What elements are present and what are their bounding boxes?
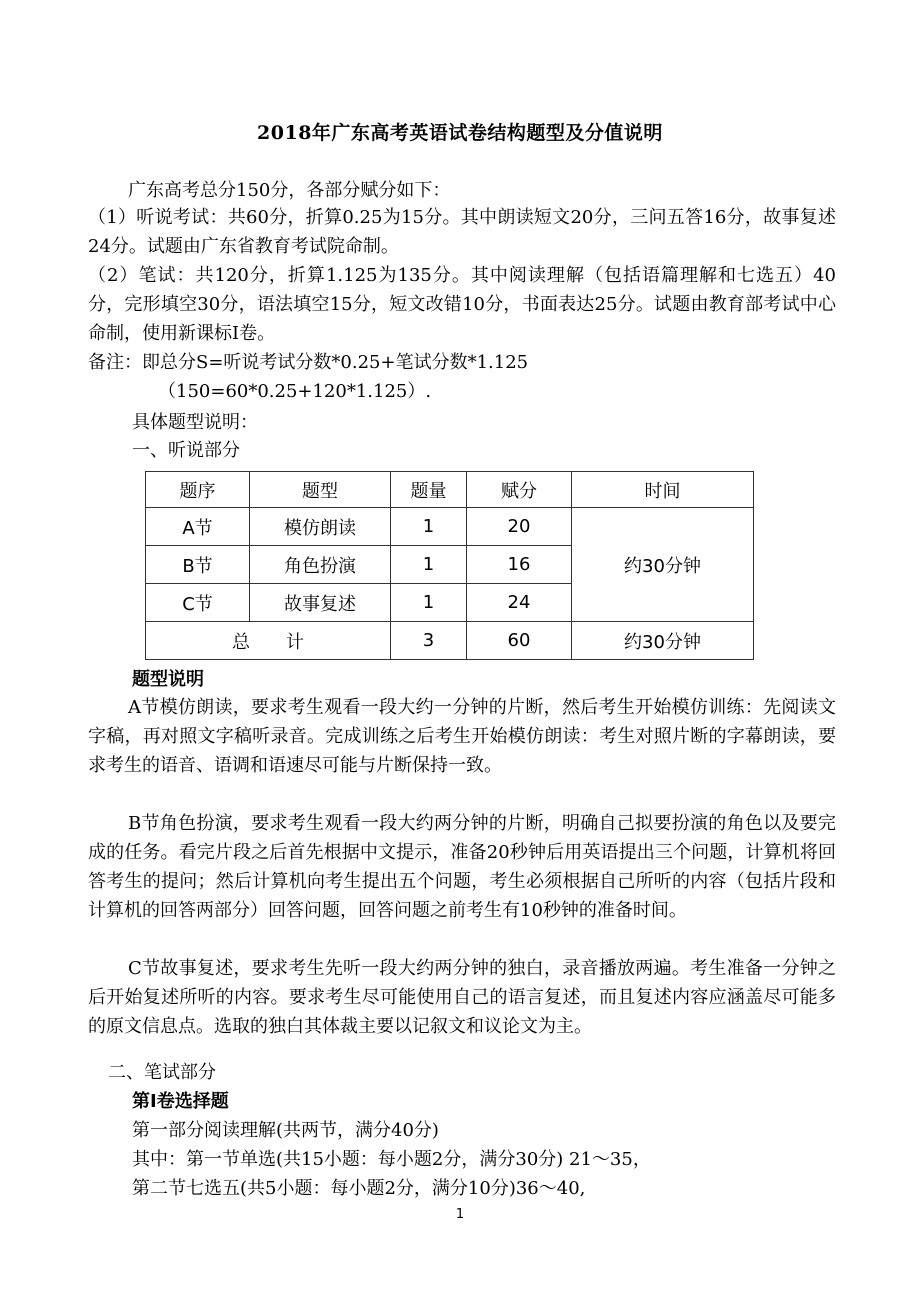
part-one-reading: 第一部分阅读理解(共两节，满分40分) xyxy=(132,1120,439,1141)
description-heading: 题型说明 xyxy=(132,669,204,690)
table-total-row xyxy=(146,622,754,660)
cell-score: 24 xyxy=(467,584,572,622)
item-listening-test: （1）听说考试：共60分，折算0.25为15分。其中朗读短文20分，三问五答16分，故事复述24分。试题由广东省教育考试院命制。 xyxy=(88,207,836,257)
header-seq: 题序 xyxy=(146,472,250,508)
cell-total-score: 60 xyxy=(467,622,572,660)
note-formula-example: （150=60*0.25+120*1.125）. xyxy=(158,381,432,402)
cell-seq: A节 xyxy=(146,508,250,546)
part-one-section-two: 第二节七选五(共5小题：每小题2分，满分10分)36～40, xyxy=(132,1178,586,1199)
cell-count: 1 xyxy=(391,584,467,622)
cell-total-time: 约30分钟 xyxy=(572,622,754,660)
note-formula: 备注：即总分S=听说考试分数*0.25+笔试分数*1.125 xyxy=(88,352,529,373)
header-time: 时间 xyxy=(572,472,754,508)
cell-type: 模仿朗读 xyxy=(250,508,391,546)
types-heading: 具体题型说明： xyxy=(132,412,258,433)
cell-type: 故事复述 xyxy=(250,584,391,622)
listening-score-table xyxy=(145,471,754,660)
cell-total-label: 总 计 xyxy=(146,622,391,660)
cell-score: 20 xyxy=(467,508,572,546)
part-one-section-one: 其中：第一节单选(共15小题：每小题2分，满分30分) 21～35， xyxy=(132,1149,651,1170)
cell-seq: C节 xyxy=(146,584,250,622)
table-row xyxy=(146,508,754,546)
intro-text: 广东高考总分150分，各部分赋分如下： xyxy=(128,180,451,201)
section-written-heading: 二、笔试部分 xyxy=(108,1062,216,1083)
description-section-a: A节模仿朗读，要求考生观看一段大约一分钟的片断，然后考生开始模仿训练：先阅读文字稿，再对照文字稿听录音。完成训练之后考生开始模仿朗读：考生对照片断的字幕朗读，要求考生的语音、语调和语速尽可能与片断保持一致。 xyxy=(88,697,836,776)
cell-total-count: 3 xyxy=(391,622,467,660)
cell-time-merged: 约30分钟 xyxy=(572,508,754,622)
section-listening-heading: 一、听说部分 xyxy=(132,440,240,461)
cell-count: 1 xyxy=(391,546,467,584)
header-type: 题型 xyxy=(250,472,391,508)
header-score: 赋分 xyxy=(467,472,572,508)
cell-score: 16 xyxy=(467,546,572,584)
page-number: 1 xyxy=(455,1207,465,1222)
item-written-test: （2）笔试：共120分，折算1.125为135分。其中阅读理解（包括语篇理解和七选五）40分，完形填空30分，语法填空15分，短文改错10分，书面表达25分。试题由教育部考试中心命制，使用新课标Ⅰ卷。 xyxy=(88,265,836,344)
header-count: 题量 xyxy=(391,472,467,508)
cell-count: 1 xyxy=(391,508,467,546)
volume-one-heading: 第Ⅰ卷选择题 xyxy=(132,1091,229,1112)
cell-type: 角色扮演 xyxy=(250,546,391,584)
description-section-c: C节故事复述，要求考生先听一段大约两分钟的独白，录音播放两遍。考生准备一分钟之后开始复述所听的内容。要求考生尽可能使用自己的语言复述，而且复述内容应涵盖尽可能多的原文信息点。选取的独白其体裁主要以记叙文和议论文为主。 xyxy=(88,958,836,1037)
description-section-b: B节角色扮演，要求考生观看一段大约两分钟的片断，明确自己拟要扮演的角色以及要完成的任务。看完片段之后首先根据中文提示，准备20秒钟后用英语提出三个问题，计算机将回答考生的提问；然后计算机向考生提出五个问题，考生必须根据自己所听的内容（包括片段和计算机的回答两部分）回答问题，回答问题之前考生有10秒钟的准备时间。 xyxy=(88,813,836,921)
document-title: 2018年广东高考英语试卷结构题型及分值说明 xyxy=(257,122,663,144)
table-header-row xyxy=(146,472,754,508)
cell-seq: B节 xyxy=(146,546,250,584)
